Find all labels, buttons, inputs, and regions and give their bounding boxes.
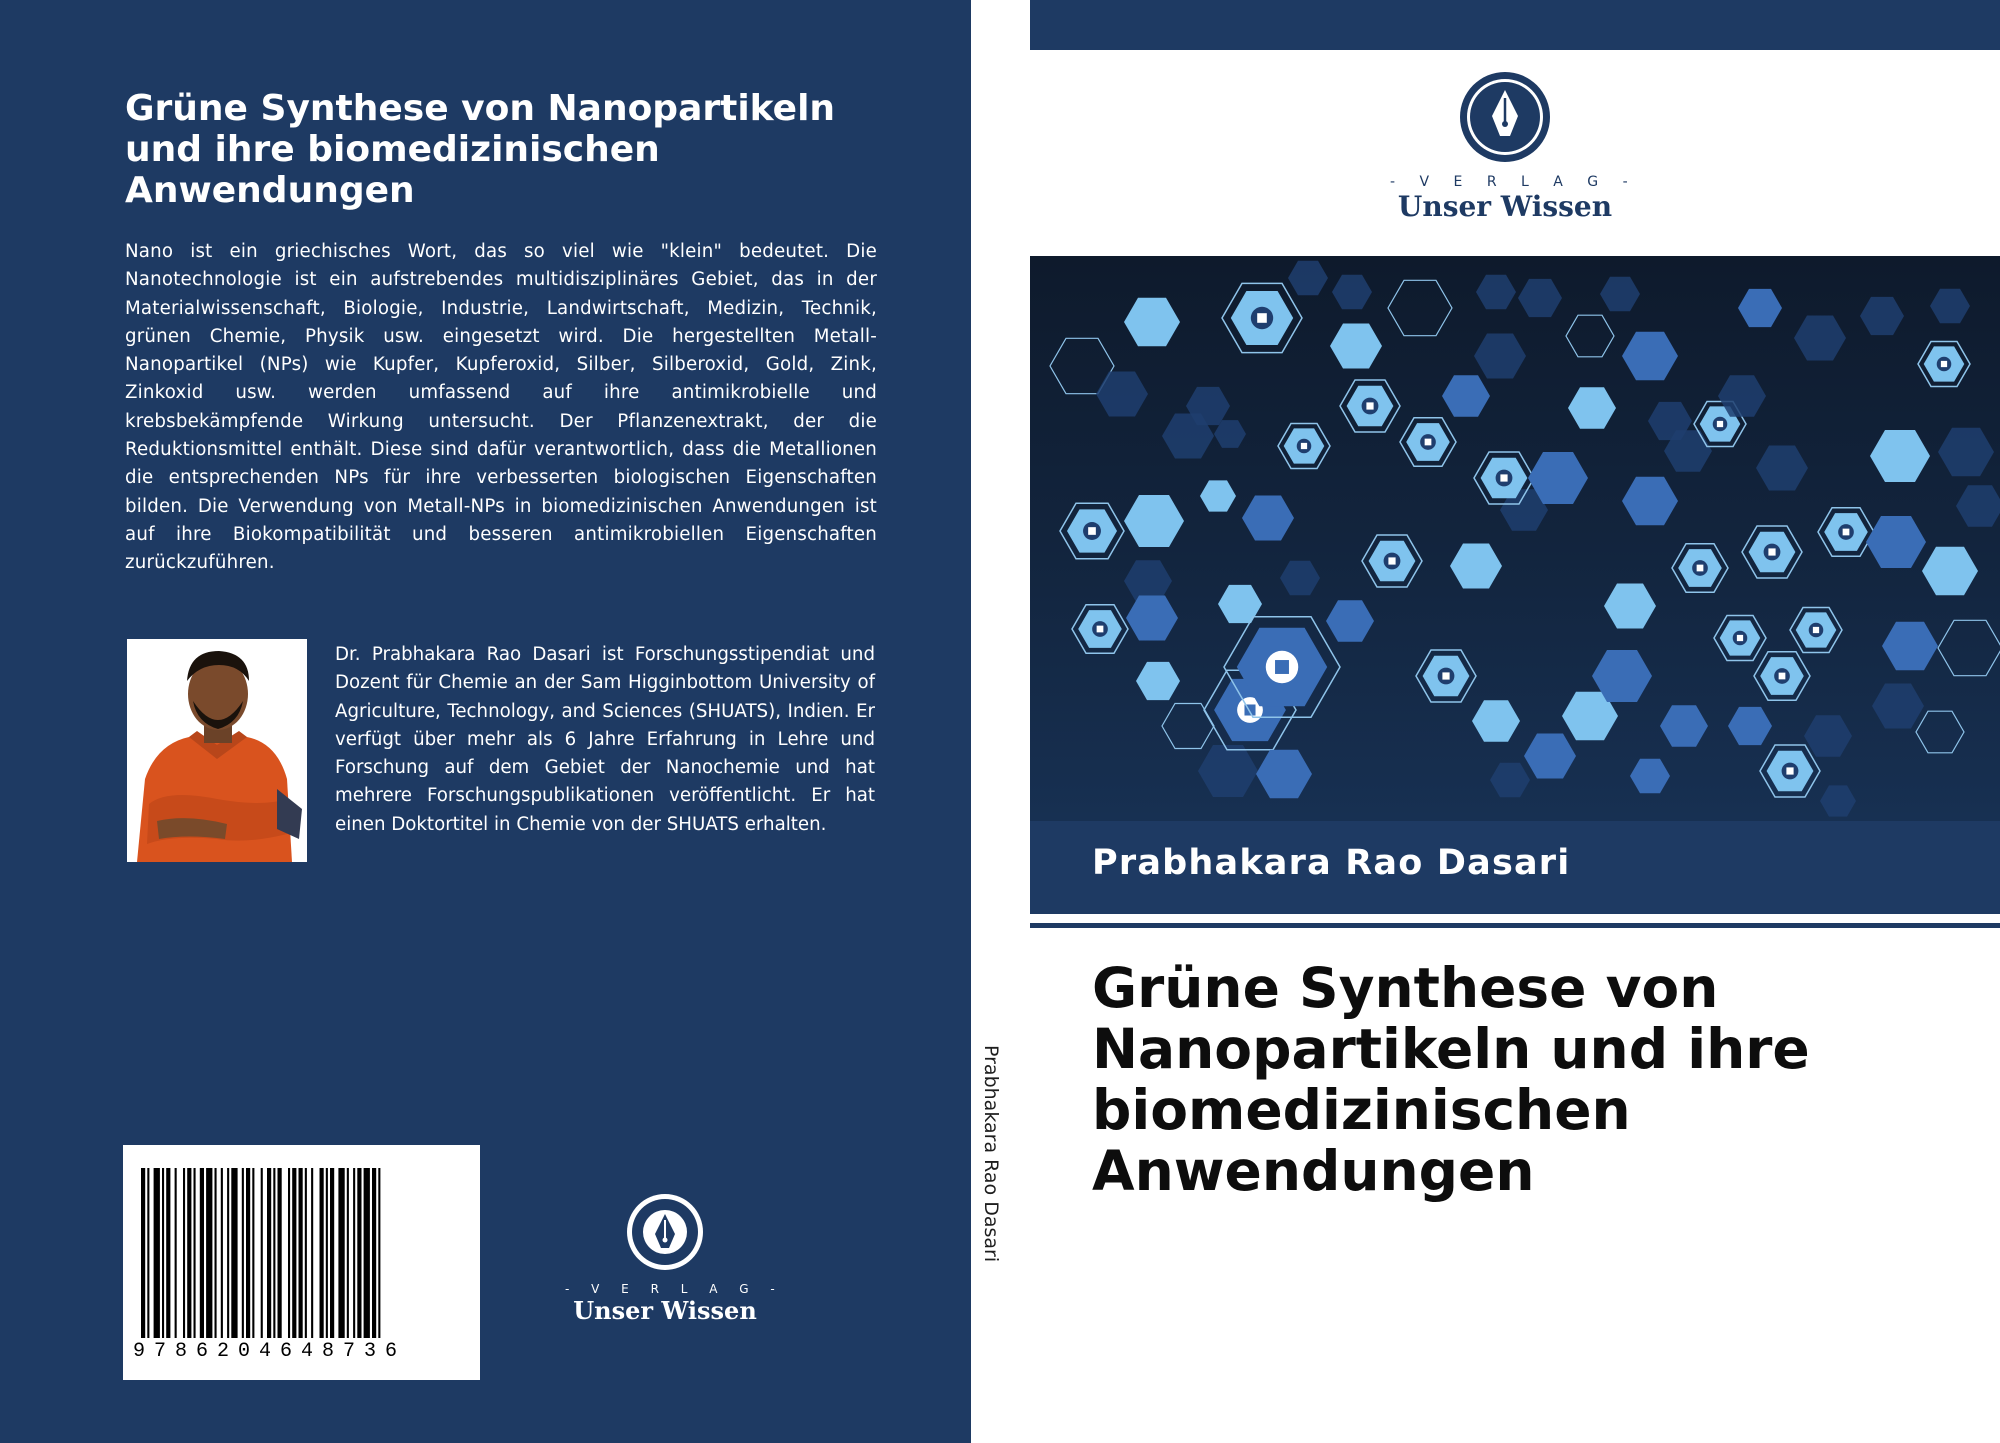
publisher-verlag-back: - V E R L A G - bbox=[565, 1282, 784, 1296]
hexagon-tile bbox=[1136, 662, 1180, 700]
hexagon-tile bbox=[1288, 261, 1328, 296]
hexagon-tile bbox=[1756, 446, 1808, 491]
bandage-icon bbox=[1278, 424, 1330, 469]
hexagon-tile bbox=[1728, 707, 1772, 745]
publisher-seal-icon bbox=[565, 1190, 765, 1280]
hexagon-tile bbox=[1738, 289, 1782, 327]
hexagon-tile bbox=[1198, 745, 1258, 797]
author-photo bbox=[127, 639, 307, 862]
publisher-verlag-front: - V E R L A G - bbox=[1390, 174, 1638, 190]
hexagon-tile bbox=[1882, 622, 1938, 670]
hexagon-tile bbox=[1476, 275, 1516, 310]
front-cover-title: Grüne Synthese von Nanopartikeln und ihre biomedizinischen Anwendungen bbox=[1092, 956, 1810, 1203]
back-cover-blurb: Nano ist ein griechisches Wort, das so viel wie "klein" bedeutet. Die Nanotechnologie ist ein aufstrebendes multidisziplinäres Gebiet, das in der Materialwissenschaft, Biologie, Industrie, Landwirtschaft, Medizin, Technik, grünen Chemie, Physik usw. eingesetzt wird. Die hergestellten Metall-Nanopartikel (NPs) wie Kupfer, Kupferoxid, Silber, Silberoxid, Gold, Zink, Zinkoxid usw. werden umfassend auf ihre antimikrobielle und krebsbekämpfende Wirkung untersucht. Der Pflanzenextrakt, der die Reduktionsmittel enthält. Diese sind dafür verantwortlich, dass die Metallionen die entsprechenden NPs für ihre verbesserten biologischen Eigenschaften bilden. Die Verwendung von Metall-NPs in biomedizinischen Anwendungen ist auf ihre Biokompatibilität und besseren antimikrobiellen Eigenschaften zurückzuführen. bbox=[125, 241, 877, 574]
hexagon-tile bbox=[1326, 600, 1374, 642]
hexagon-tile bbox=[1568, 387, 1616, 429]
hexagon-tile bbox=[1866, 516, 1926, 568]
hexagon-tile bbox=[1804, 715, 1852, 757]
medicine-bottle-icon bbox=[1754, 652, 1810, 700]
medicine-bottle-icon bbox=[1060, 503, 1124, 558]
drops-icon bbox=[1760, 745, 1820, 797]
heart-hand-icon bbox=[1400, 418, 1456, 466]
hexagon-tile bbox=[1566, 315, 1614, 357]
pills-icon bbox=[1072, 605, 1128, 653]
hexagon-tile bbox=[1472, 700, 1520, 742]
hexagon-tile bbox=[1630, 759, 1670, 794]
hexagon-tile bbox=[1450, 544, 1502, 589]
hexagon-tile bbox=[1930, 289, 1970, 324]
publisher-logo-back bbox=[565, 1190, 784, 1330]
front-top-bar bbox=[1030, 0, 2000, 50]
hexagon-tile bbox=[1242, 496, 1294, 541]
hexagon-tile bbox=[1096, 372, 1148, 417]
hexagon-tile bbox=[1162, 704, 1214, 749]
hexagon-tile bbox=[1622, 477, 1678, 525]
front-author-band bbox=[1030, 821, 2000, 914]
hexagon-tile bbox=[1200, 480, 1236, 511]
hexagon-tile bbox=[1518, 279, 1562, 317]
hexagon-tile bbox=[1872, 684, 1924, 729]
hexagon-tile bbox=[1938, 428, 1994, 476]
hexagon-tile bbox=[1938, 620, 2000, 675]
molecule-icon bbox=[1340, 380, 1400, 432]
back-cover bbox=[0, 0, 971, 1443]
hexagon-tile bbox=[1124, 298, 1180, 346]
publisher-logo-front bbox=[1390, 70, 1638, 223]
heartbeat-icon bbox=[1714, 616, 1766, 661]
isbn-digits: 9786204648736 bbox=[133, 1340, 407, 1363]
hexagon-tile bbox=[1280, 561, 1320, 596]
front-author: Prabhakara Rao Dasari bbox=[1092, 843, 1571, 883]
hexagon-tile bbox=[1124, 495, 1184, 547]
cover-illustration bbox=[1030, 256, 2000, 821]
drop-icon bbox=[1790, 608, 1842, 653]
hexagon-tile bbox=[1794, 316, 1846, 361]
hexagon-tile bbox=[1388, 280, 1452, 335]
hexagon-tile bbox=[1870, 430, 1930, 482]
hexagon-tile bbox=[1922, 547, 1978, 595]
pills-icon bbox=[1818, 508, 1874, 556]
front-divider bbox=[1030, 923, 2000, 928]
author-bio: Dr. Prabhakara Rao Dasari ist Forschungsstipendiat und Dozent für Chemie an der Sam Higginbottom University of Agriculture, Technology, and Sciences (SHUATS), Indien. Er verfügt über mehr als 6 Jahre Erfahrung in Lehre und Forschung auf dem Gebiet der Nanochemie und hat mehrere Forschungspublikationen veröffentlicht. Er hat einen Doktortitel in Chemie von der SHUATS erhalten. bbox=[335, 644, 875, 835]
hexagon-tile bbox=[1332, 275, 1372, 310]
hexagon-tile bbox=[1474, 334, 1526, 379]
syringe-icon bbox=[1918, 342, 1970, 387]
publisher-name-back: Unser Wissen bbox=[573, 1296, 757, 1325]
hexagon-tile bbox=[1622, 332, 1678, 380]
publisher-seal-icon bbox=[1390, 70, 1620, 170]
clipboard-icon bbox=[1742, 526, 1802, 578]
liver-icon bbox=[1362, 535, 1422, 587]
barcode bbox=[123, 1145, 480, 1380]
glasses-icon bbox=[1416, 650, 1476, 702]
hexagon-tile bbox=[1604, 584, 1656, 629]
spine-author: Prabhakara Rao Dasari bbox=[980, 1045, 1002, 1263]
hexagon-tile bbox=[1660, 705, 1708, 747]
hexagon-tile bbox=[1330, 324, 1382, 369]
hexagon-tile bbox=[1600, 277, 1640, 312]
hexagon-tile bbox=[1126, 596, 1178, 641]
dna-icon bbox=[1672, 544, 1728, 592]
hexagon-tile bbox=[1860, 297, 1904, 335]
hexagon-tile bbox=[1442, 375, 1490, 417]
back-cover-title: Grüne Synthese von Nanopartikeln und ihre biomedizinischen Anwendungen bbox=[125, 88, 836, 211]
hexagon-tile bbox=[1820, 785, 1856, 816]
hexagon-tile bbox=[1956, 485, 2000, 527]
publisher-name-front: Unser Wissen bbox=[1397, 190, 1613, 223]
hexagon-tile bbox=[1256, 750, 1312, 798]
heart-icon bbox=[1222, 283, 1302, 352]
hexagon-tile bbox=[1916, 711, 1964, 753]
hexagon-tile bbox=[1524, 734, 1576, 779]
hexagon-tile bbox=[1490, 763, 1530, 798]
